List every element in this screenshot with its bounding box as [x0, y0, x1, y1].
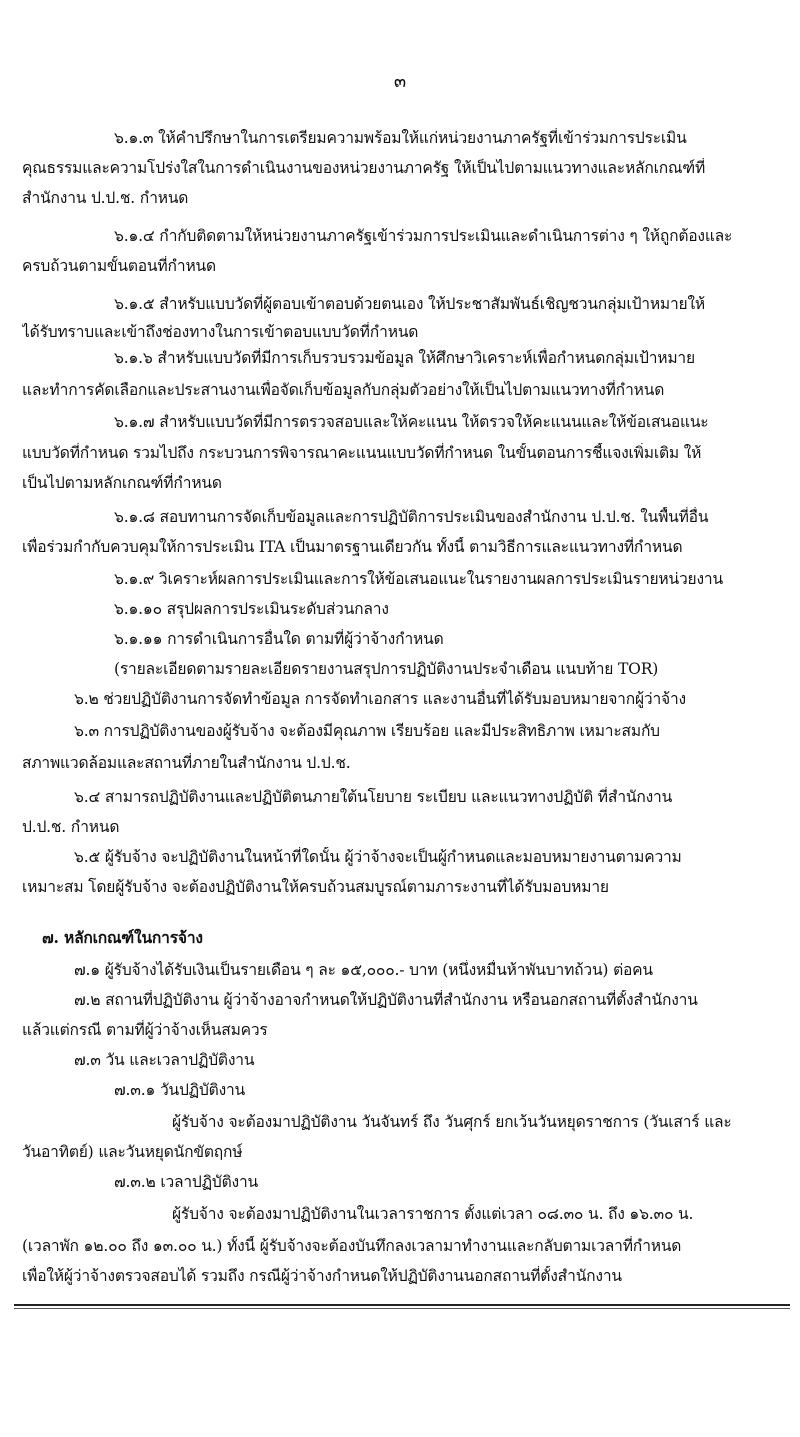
clause-6-1-8-line-1: ๖.๑.๘ สอบทานการจัดเก็บข้อมูลและการปฏิบัติการประเมินของสำนักงาน ป.ป.ช. ในพื้นที่อื่น [114, 508, 709, 526]
clause-7-1: ๗.๑ ผู้รับจ้างได้รับเงินเป็นรายเดือน ๆ ละ ๑๕,๐๐๐.- บาท (หนึ่งหมื่นห้าพันบาทถ้วน) ต่อคน [74, 961, 653, 979]
clause-7-3-2-body-1: ผู้รับจ้าง จะต้องมาปฏิบัติงานในเวลาราชการ ตั้งแต่เวลา ๐๘.๓๐ น. ถึง ๑๖.๓๐ น. [172, 1205, 694, 1223]
clause-7-3-2: ๗.๓.๒ เวลาปฏิบัติงาน [114, 1173, 258, 1191]
clause-7-3: ๗.๓ วัน และเวลาปฏิบัติงาน [74, 1051, 255, 1069]
clause-7-2-line-1: ๗.๒ สถานที่ปฏิบัติงาน ผู้ว่าจ้างอาจกำหนดให้ปฏิบัติงานที่สำนักงาน หรือนอกสถานที่ตั้งสำนักงาน [74, 991, 698, 1009]
clause-7-2-line-2: แล้วแต่กรณี ตามที่ผู้ว่าจ้างเห็นสมควร [22, 1021, 268, 1039]
clause-6-1-6-line-2: และทำการคัดเลือกและประสานงานเพื่อจัดเก็บข้อมูลกับกลุ่มตัวอย่างให้เป็นไปตามแนวทางที่กำหนด [22, 381, 665, 399]
clause-6-1-4-line-1: ๖.๑.๔ กำกับติดตามให้หน่วยงานภาครัฐเข้าร่วมการประเมินและดำเนินการต่าง ๆ ให้ถูกต้องและ [114, 227, 733, 245]
clause-6-1-7-line-2: แบบวัดที่กำหนด รวมไปถึง กระบวนการพิจารณาคะแนนแบบวัดที่กำหนด ในขั้นตอนการชี้แจงเพิ่มเติม ให้ [22, 444, 702, 462]
footer-rule [14, 1304, 790, 1306]
clause-7-3-1: ๗.๓.๑ วันปฏิบัติงาน [114, 1081, 245, 1099]
clause-6-5-line-2: เหมาะสม โดยผู้รับจ้าง จะต้องปฏิบัติงานให้ครบถ้วนสมบูรณ์ตามภาระงานที่ได้รับมอบหมาย [22, 878, 609, 896]
footer-rule-shadow [14, 1308, 790, 1309]
clause-7-3-1-body-1: ผู้รับจ้าง จะต้องมาปฏิบัติงาน วันจันทร์ ถึง วันศุกร์ ยกเว้นวันหยุดราชการ (วันเสาร์ และ [172, 1113, 732, 1131]
clause-6-5-line-1: ๖.๕ ผู้รับจ้าง จะปฏิบัติงานในหน้าที่ใดนั้น ผู้ว่าจ้างจะเป็นผู้กำหนดและมอบหมายงานตามความ [74, 848, 682, 866]
clause-6-1-3-line-1: ๖.๑.๓ ให้คำปรึกษาในการเตรียมความพร้อมให้แก่หน่วยงานภาครัฐที่เข้าร่วมการประเมิน [114, 129, 687, 147]
clause-6-1-3-line-2: คุณธรรมและความโปร่งใสในการดำเนินงานของหน่วยงานภาครัฐ ให้เป็นไปตามแนวทางและหลักเกณฑ์ที่ [22, 159, 706, 177]
clause-6-1-6-line-1: ๖.๑.๖ สำหรับแบบวัดที่มีการเก็บรวบรวมข้อมูล ให้ศึกษาวิเคราะห์เพื่อกำหนดกลุ่มเป้าหมาย [114, 349, 695, 367]
clause-7-3-2-body-2: (เวลาพัก ๑๒.๐๐ ถึง ๑๓.๐๐ น.) ทั้งนี้ ผู้รับจ้างจะต้องบันทึกลงเวลามาทำงานและกลับตามเวลาที่กำหนด [22, 1237, 682, 1255]
clause-6-1-7-line-1: ๖.๑.๗ สำหรับแบบวัดที่มีการตรวจสอบและให้คะแนน ให้ตรวจให้คะแนนและให้ข้อเสนอแนะ [114, 413, 709, 431]
clause-6-1-8-line-2: เพื่อร่วมกำกับควบคุมให้การประเมิน ITA เป็นมาตรฐานเดียวกัน ทั้งนี้ ตามวิธีการและแนวทางที่กำหนด [22, 538, 683, 556]
page-number: ๓ [393, 71, 407, 92]
clause-6-1-5-line-2: ได้รับทราบและเข้าถึงช่องทางในการเข้าตอบแบบวัดที่กำหนด [22, 323, 419, 341]
clause-6-1-3-line-3: สำนักงาน ป.ป.ช. กำหนด [22, 189, 189, 207]
clause-6-4-line-1: ๖.๔ สามารถปฏิบัติงานและปฏิบัติตนภายใต้นโยบาย ระเบียบ และแนวทางปฏิบัติ ที่สำนักงาน [74, 788, 673, 806]
clause-6-1-note: (รายละเอียดตามรายละเอียดรายงานสรุปการปฏิบัติงานประจำเดือน แนบท้าย TOR) [114, 660, 659, 678]
clause-6-1-4-line-2: ครบถ้วนตามขั้นตอนที่กำหนด [22, 257, 216, 275]
clause-6-1-5-line-1: ๖.๑.๕ สำหรับแบบวัดที่ผู้ตอบเข้าตอบด้วยตนเอง ให้ประชาสัมพันธ์เชิญชวนกลุ่มเป้าหมายให้ [114, 295, 705, 313]
clause-6-1-9: ๖.๑.๙ วิเคราะห์ผลการประเมินและการให้ข้อเสนอแนะในรายงานผลการประเมินรายหน่วยงาน [114, 570, 723, 588]
clause-6-2: ๖.๒ ช่วยปฏิบัติงานการจัดทำข้อมูล การจัดทำเอกสาร และงานอื่นที่ได้รับมอบหมายจากผู้ว่าจ้าง [74, 690, 686, 708]
clause-6-3-line-2: สภาพแวดล้อมและสถานที่ภายในสำนักงาน ป.ป.ช. [22, 754, 351, 772]
clause-6-4-line-2: ป.ป.ช. กำหนด [22, 818, 120, 836]
clause-6-1-10: ๖.๑.๑๐ สรุปผลการประเมินระดับส่วนกลาง [114, 600, 389, 618]
clause-7-3-1-body-2: วันอาทิตย์) และวันหยุดนักขัตฤกษ์ [22, 1143, 243, 1161]
clause-6-3-line-1: ๖.๓ การปฏิบัติงานของผู้รับจ้าง จะต้องมีคุณภาพ เรียบร้อย และมีประสิทธิภาพ เหมาะสมกับ [74, 722, 660, 740]
section-7-heading: ๗. หลักเกณฑ์ในการจ้าง [42, 928, 203, 947]
clause-7-3-2-body-3: เพื่อให้ผู้ว่าจ้างตรวจสอบได้ รวมถึง กรณีผู้ว่าจ้างกำหนดให้ปฏิบัติงานนอกสถานที่ตั้งสำนักงาน [22, 1267, 622, 1285]
clause-6-1-11: ๖.๑.๑๑ การดำเนินการอื่นใด ตามที่ผู้ว่าจ้างกำหนด [114, 630, 444, 648]
clause-6-1-7-line-3: เป็นไปตามหลักเกณฑ์ที่กำหนด [22, 474, 222, 492]
